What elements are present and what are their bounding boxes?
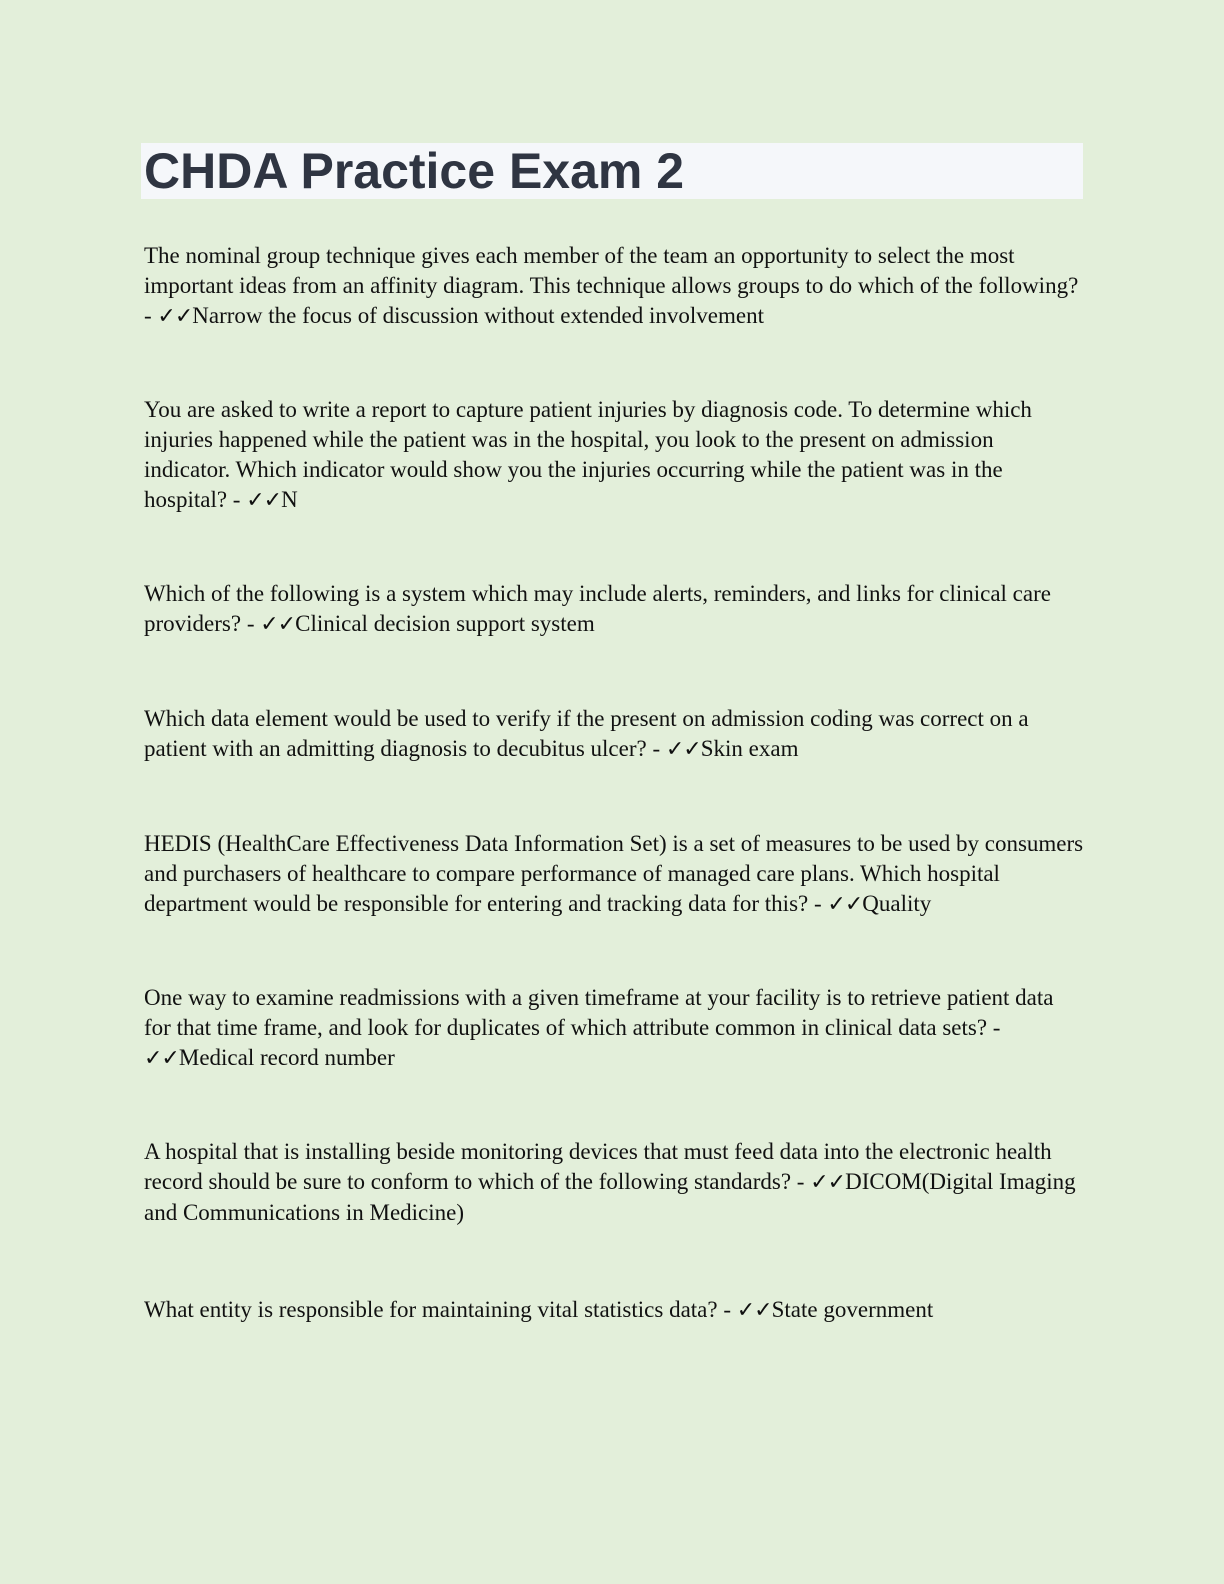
question-text: You are asked to write a report to capture patient injuries by diagnosis code. To determine which injuries happened while the patient was in the hospital, you look to the present on admission indicator. Which indicator would show you the injuries occurring while the patient was in the hospital? -: [144, 397, 1032, 512]
qa-item-5: [144, 829, 1084, 920]
double-check-icon: ✓✓: [246, 488, 282, 513]
qa-item-8: [144, 1295, 1084, 1326]
question-text: One way to examine readmissions with a given timeframe at your facility is to retrieve patient data for that time frame, and look for duplicates of which attribute common in clinical data sets? -: [144, 985, 1054, 1040]
double-check-icon: ✓✓: [260, 612, 296, 637]
qa-item-3: [144, 579, 1084, 640]
qa-item-1: [144, 241, 1084, 332]
answer-text: DICOM(Digital Imaging and Communications in Medicine): [144, 1169, 1076, 1225]
double-check-icon: ✓✓: [827, 892, 863, 917]
double-check-icon: ✓✓: [736, 1298, 772, 1323]
answer-text: Skin exam: [700, 736, 799, 761]
question-text: What entity is responsible for maintaining vital statistics data? -: [144, 1297, 737, 1322]
question-text: HEDIS (HealthCare Effectiveness Data Information Set) is a set of measures to be used by consumers and purchasers of healthcare to compare performance of managed care plans. Which hospital department would be responsible for entering and tracking data for this? -: [144, 831, 1084, 916]
double-check-icon: ✓✓: [157, 304, 193, 329]
answer-text: Clinical decision support system: [295, 611, 595, 636]
qa-item-2: [144, 395, 1084, 516]
question-text: The nominal group technique gives each member of the team an opportunity to select the most important ideas from an affinity diagram. This technique allows groups to do which of the following? -: [144, 243, 1079, 328]
page-title: CHDA Practice Exam 2: [144, 143, 685, 199]
title-banner: [141, 143, 1083, 199]
answer-text: Medical record number: [178, 1045, 395, 1070]
question-text: A hospital that is installing beside monitoring devices that must feed data into the electronic health record should be sure to conform to which of the following standards? -: [144, 1139, 1052, 1194]
answer-text: N: [281, 487, 298, 512]
double-check-icon: ✓✓: [810, 1170, 846, 1195]
answer-text: Narrow the focus of discussion without extended involvement: [192, 303, 764, 328]
question-text: Which of the following is a system which may include alerts, reminders, and links for clinical care providers? -: [144, 581, 1051, 636]
double-check-icon: ✓✓: [144, 1046, 179, 1071]
answer-text: State government: [771, 1297, 934, 1322]
qa-item-7: [144, 1137, 1084, 1228]
answer-text: Quality: [862, 891, 932, 916]
qa-item-6: [144, 983, 1084, 1074]
qa-item-4: [144, 704, 1084, 765]
question-text: Which data element would be used to verify if the present on admission coding was correct on a patient with an admitting diagnosis to decubitus ulcer? -: [144, 706, 1029, 761]
double-check-icon: ✓✓: [665, 737, 701, 762]
